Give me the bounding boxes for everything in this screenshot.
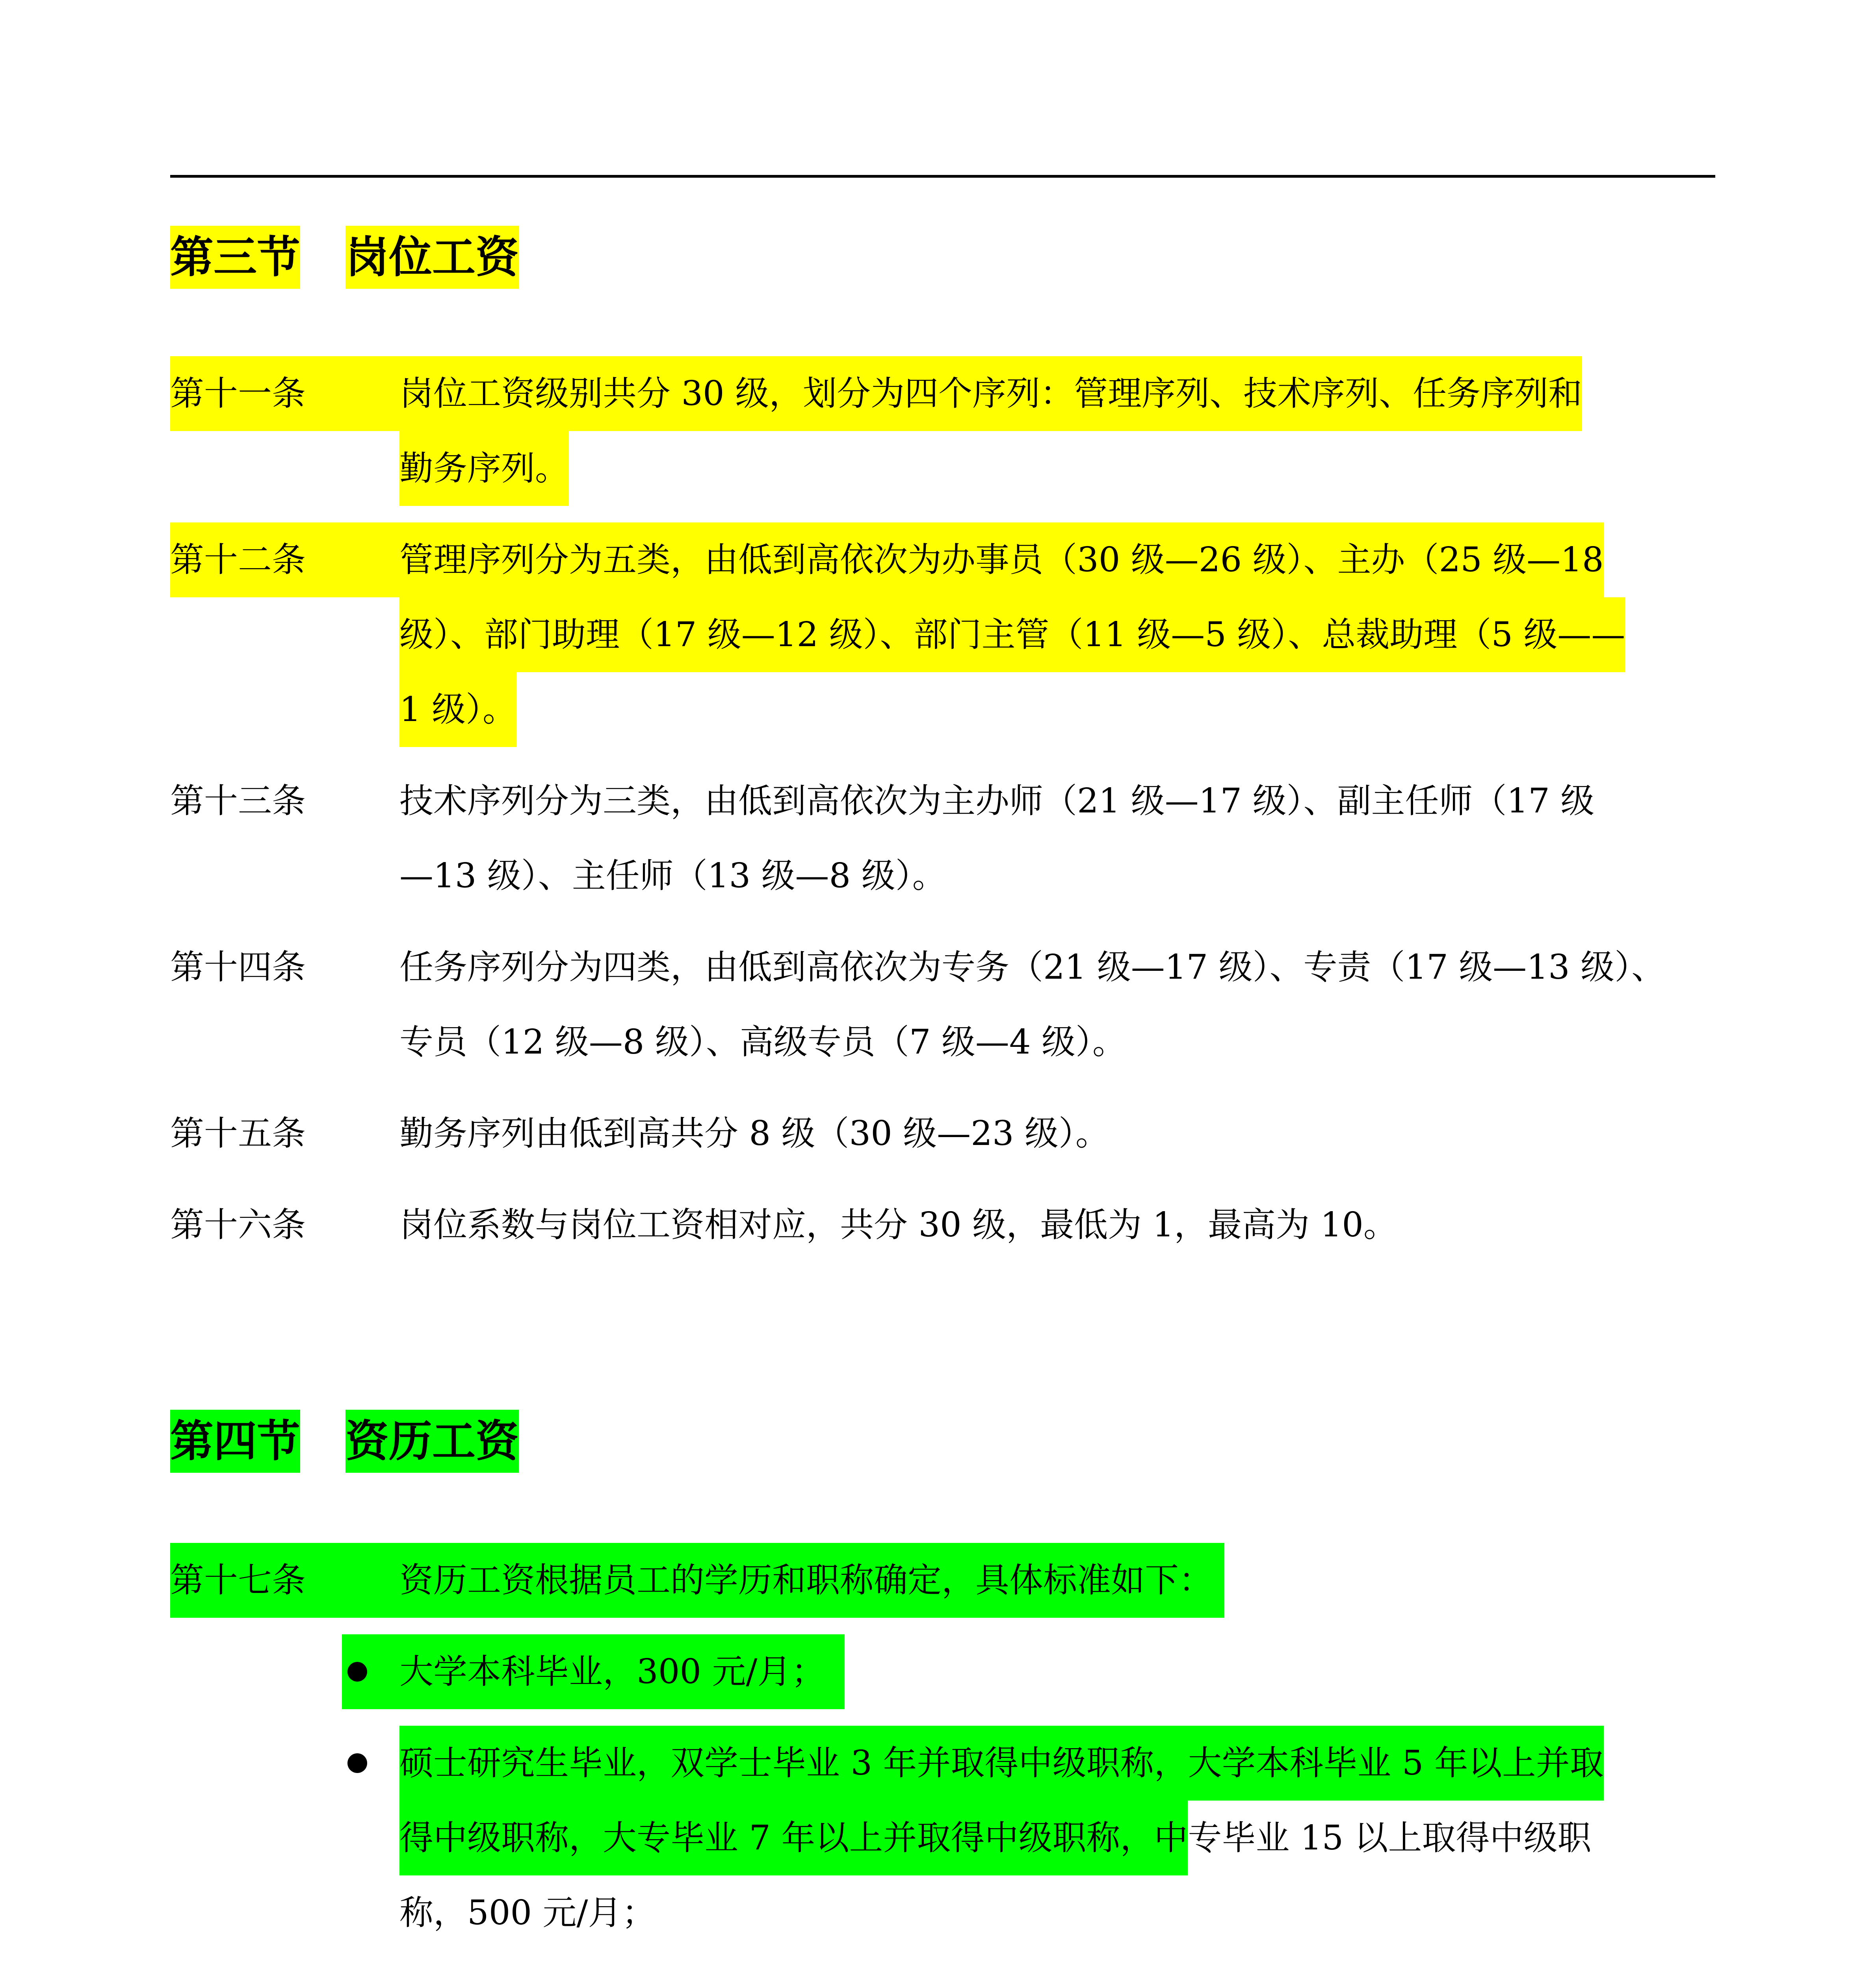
list-item-text: 大学本科毕业，300 元/月； xyxy=(399,1634,845,1709)
article-15 xyxy=(170,1096,1715,1171)
section-3-title: 岗位工资 xyxy=(345,226,519,289)
article-14 xyxy=(170,930,1715,1080)
section-4-number: 第四节 xyxy=(170,1410,300,1473)
header-rule xyxy=(170,175,1715,178)
list-item-text-line-1: 硕士研究生毕业，双学士毕业 3 年并取得中级职称，大学本科毕业 5 年以上并取 xyxy=(399,1726,1604,1801)
bullet-dot-icon xyxy=(342,1726,399,1801)
list-item-text xyxy=(399,1967,1433,1970)
article-13-line-2: —13 级）、主任师（13 级—8 级）。 xyxy=(399,856,946,896)
article-12 xyxy=(170,522,1715,747)
article-16 xyxy=(170,1188,1715,1262)
list-item-text-line-2-highlight: 得中级职称，大专毕业 7 年以上并取得中级职称，中 xyxy=(399,1801,1188,1875)
bullet-dot-icon xyxy=(342,1634,399,1709)
list-item xyxy=(0,1634,1715,1709)
article-17-label: 第十七条 xyxy=(170,1543,399,1618)
list-item-text-line-2-rest: 专毕业 15 以上取得中级职 xyxy=(1188,1818,1592,1858)
article-16-line-1: 岗位系数与岗位工资相对应，共分 30 级，最低为 1，最高为 10。 xyxy=(399,1205,1397,1245)
section-3-number: 第三节 xyxy=(170,226,300,289)
article-14-label: 第十四条 xyxy=(170,948,306,987)
article-12-line-2: 级）、部门助理（17 级—12 级）、部门主管（11 级—5 级）、总裁助理（5 级—— xyxy=(399,597,1625,672)
list-item xyxy=(0,1967,1715,1970)
article-13 xyxy=(170,764,1715,913)
section-4-title: 资历工资 xyxy=(345,1410,519,1473)
article-17-line-1: 资历工资根据员工的学历和职称确定，具体标准如下： xyxy=(399,1543,1224,1618)
article-11-line-2: 勤务序列。 xyxy=(399,431,569,506)
article-14-line-2: 专员（12 级—8 级）、高级专员（7 级—4 级）。 xyxy=(399,1022,1126,1062)
article-14-line-1: 任务序列分为四类，由低到高依次为专务（21 级—17 级）、专责（17 级—13 级）、 xyxy=(399,948,1666,987)
article-17 xyxy=(170,1543,1715,1618)
article-15-label: 第十五条 xyxy=(170,1114,306,1153)
article-13-label: 第十三条 xyxy=(170,781,306,821)
article-11 xyxy=(170,356,1715,506)
article-12-line-3: 1 级）。 xyxy=(399,672,516,747)
article-12-label: 第十二条 xyxy=(170,522,399,597)
bullet-dot-icon xyxy=(342,1967,399,1970)
section-3-heading xyxy=(170,226,519,289)
article-15-line-1: 勤务序列由低到高共分 8 级（30 级—23 级）。 xyxy=(399,1114,1109,1153)
article-11-line-1: 岗位工资级别共分 30 级，划分为四个序列：管理序列、技术序列、任务序列和 xyxy=(399,356,1582,431)
article-12-line-1: 管理序列分为五类，由低到高依次为办事员（30 级—26 级）、主办（25 级—18 xyxy=(399,522,1604,597)
section-4-heading xyxy=(170,1410,519,1473)
article-11-label: 第十一条 xyxy=(170,356,399,431)
article-13-line-1: 技术序列分为三类，由低到高依次为主办师（21 级—17 级）、副主任师（17 级 xyxy=(399,781,1595,821)
article-16-label: 第十六条 xyxy=(170,1205,306,1245)
list-item xyxy=(0,1726,1715,1950)
list-item-text-line-3: 称，500 元/月； xyxy=(399,1893,656,1933)
